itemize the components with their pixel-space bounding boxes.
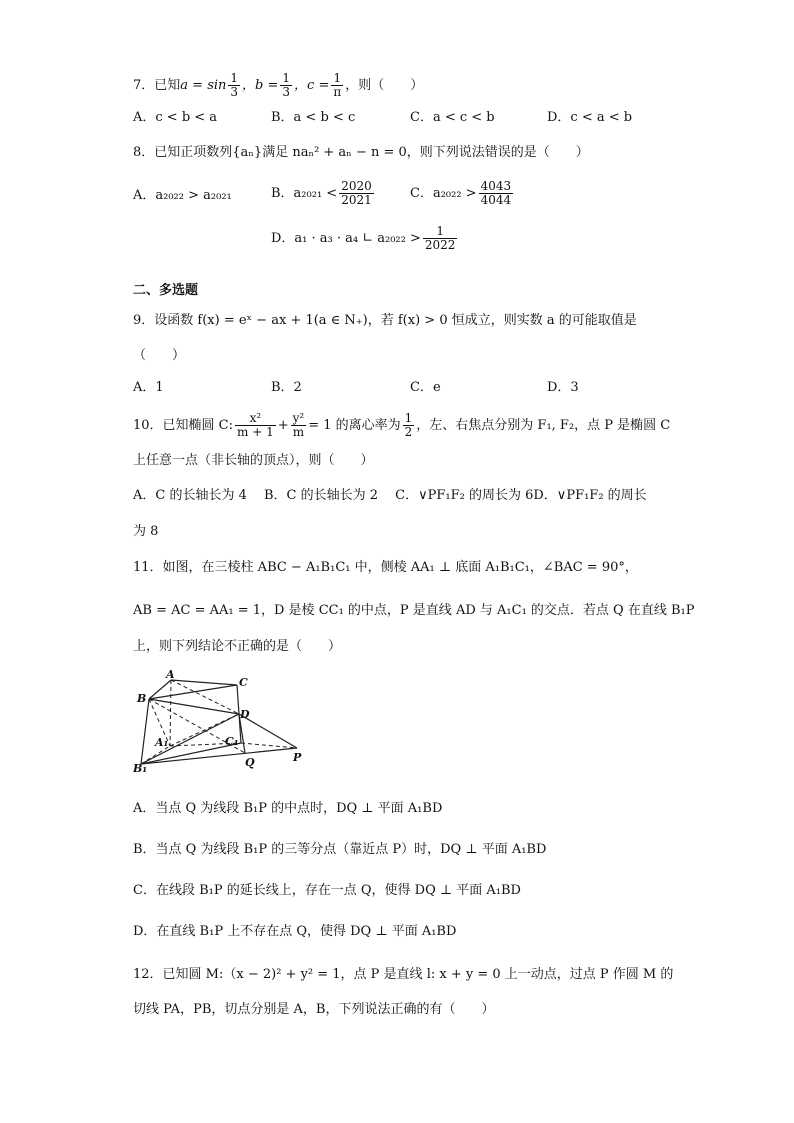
q8-option-b-num: 2020 — [341, 179, 372, 193]
q10-stem-prefix: 10．已知椭圆 C: — [133, 418, 234, 433]
q9-option-d: D．3 — [547, 380, 579, 395]
q9-option-c: C．e — [410, 380, 441, 395]
q7-option-b: B．a < b < c — [271, 110, 356, 125]
edge-aa1 — [170, 680, 171, 746]
q12-stem-line1: 12．已知圆 M:（x − 2)² + y² = 1，点 P 是直线 l: x + y = 0 上一动点，过点 P 作圆 M 的 — [133, 967, 674, 982]
q11-stem-line1: 11．如图，在三棱柱 ABC − A₁B₁C₁ 中，侧棱 AA₁ ⊥ 底面 A₁B₁C₁，∠BAC = 90°， — [133, 560, 638, 575]
q8-option-d-num: 1 — [423, 225, 458, 239]
q11-stem-line3: 上，则下列结论不正确的是（ ） — [133, 639, 342, 654]
label-a1: A₁ — [155, 736, 169, 749]
q7-c-expr: ，c = — [294, 78, 330, 93]
label-q: Q — [245, 756, 255, 769]
q7-frac-b-den: 3 — [282, 85, 291, 99]
q9-stem: 9．设函数 f(x) = eˣ − ax + 1(a ∈ N₊)，若 f(x) > 0 恒成立，则实数 a 的可能取值是 — [133, 313, 637, 328]
label-b1: B₁ — [133, 762, 148, 775]
q7-frac-b-num: 1 — [282, 71, 291, 85]
q7-b-expr: ，b = — [242, 78, 279, 93]
q7-stem-prefix: 7．已知 — [133, 78, 181, 93]
label-c: C — [239, 676, 248, 689]
edge-ac — [171, 680, 237, 685]
q7-frac-c-den: π — [333, 85, 342, 99]
q8-option-a: A．a₂₀₂₂ > a₂₀₂₁ — [133, 188, 232, 203]
edge-cd — [237, 685, 239, 714]
q8-option-b — [271, 180, 376, 207]
section-heading-multiple-choice: 二、多选题 — [133, 283, 199, 298]
q7-stem-suffix: ，则（ ） — [345, 78, 424, 93]
edge-b1p — [141, 748, 297, 764]
q10-plus: + — [277, 418, 289, 433]
q10-frac-y-den: m — [292, 425, 305, 439]
q7-option-c: C．a < c < b — [410, 110, 495, 125]
q10-frac-x-den: m + 1 — [237, 425, 274, 439]
q8-option-d-den: 2022 — [424, 238, 456, 252]
q10-frac-y — [291, 412, 307, 439]
q8-option-b-frac — [339, 180, 374, 207]
q8-option-d — [271, 225, 459, 252]
q8-option-c-prefix: C．a₂₀₂₂ > — [410, 186, 477, 201]
q8-option-d-frac — [423, 225, 458, 252]
q11-option-c: C．在线段 B₁P 的延长线上，存在一点 Q，使得 DQ ⊥ 平面 A₁BD — [133, 883, 521, 898]
q7-option-a: A．c < b < a — [133, 110, 218, 125]
q7-frac-c — [331, 72, 343, 99]
label-c1: C₁ — [225, 735, 239, 748]
q10-frac-e-den: 2 — [404, 425, 413, 439]
q9-option-a: A．1 — [133, 380, 164, 395]
q8-option-c-den: 4044 — [480, 193, 512, 207]
q10-frac-e-num: 1 — [404, 411, 413, 425]
q10-options-line2: 为 8 — [133, 524, 159, 539]
label-d: D — [240, 708, 250, 721]
label-a: A — [166, 668, 175, 681]
q8-option-c — [410, 180, 515, 207]
edge-bb1 — [141, 699, 149, 764]
q10-frac-y-num: y² — [292, 411, 305, 425]
q7-option-d: D．c < a < b — [547, 110, 633, 125]
q10-options-line: A．C 的长轴长为 4 B．C 的长轴长为 2 C．∨PF₁F₂ 的周长为 6D．∨PF₁F₂ 的周长 — [133, 488, 647, 503]
q7-frac-b — [280, 72, 292, 99]
label-p: P — [293, 751, 302, 764]
q11-prism-figure — [133, 668, 313, 778]
q8-option-b-den: 2021 — [341, 193, 372, 207]
q10-eq: = 1 的离心率为 — [308, 418, 401, 433]
q10-frac-x-num: x² — [235, 412, 276, 426]
q10-frac-e — [403, 412, 415, 439]
label-b: B — [137, 692, 147, 705]
q9-stem-paren: （ ） — [133, 348, 186, 363]
q8-option-b-prefix: B．a₂₀₂₁ < — [271, 186, 338, 201]
q10-stem-suffix: ，左、右焦点分别为 F₁, F₂，点 P 是椭圆 C — [416, 418, 671, 433]
q7-frac-a-den: 3 — [230, 85, 239, 99]
q12-stem-line2: 切线 PA，PB，切点分别是 A，B，下列说法正确的有（ ） — [133, 1002, 495, 1017]
q11-option-b: B．当点 Q 为线段 B₁P 的三等分点（靠近点 P）时，DQ ⊥ 平面 A₁BD — [133, 842, 547, 857]
q8-stem: 8．已知正项数列{aₙ}满足 naₙ² + aₙ − n = 0，则下列说法错误的是（ ） — [133, 145, 589, 160]
q11-option-a: A．当点 Q 为线段 B₁P 的中点时，DQ ⊥ 平面 A₁BD — [133, 801, 443, 816]
q8-option-c-num: 4043 — [480, 179, 512, 193]
q7-frac-c-num: 1 — [331, 72, 343, 86]
q7-stem — [133, 72, 423, 99]
q10-stem — [133, 412, 670, 439]
q7-frac-a-num: 1 — [230, 71, 239, 85]
q11-option-d: D．在直线 B₁P 上不存在点 Q，使得 DQ ⊥ 平面 A₁BD — [133, 924, 457, 939]
q10-stem-line2: 上任意一点（非长轴的顶点），则（ ） — [133, 453, 374, 468]
q8-option-d-prefix: D．a₁ · a₃ · a₄ ∟ a₂₀₂₂ > — [271, 231, 421, 246]
q7-a-expr: a = sin — [180, 78, 227, 93]
q9-option-b: B．2 — [271, 380, 302, 395]
q11-stem-line2: AB = AC = AA₁ = 1，D 是棱 CC₁ 的中点，P 是直线 AD 与 A₁C₁ 的交点．若点 Q 在直线 B₁P — [133, 603, 695, 618]
q8-option-c-frac — [479, 180, 514, 207]
q10-frac-x — [235, 412, 276, 439]
q7-frac-a — [228, 72, 240, 99]
